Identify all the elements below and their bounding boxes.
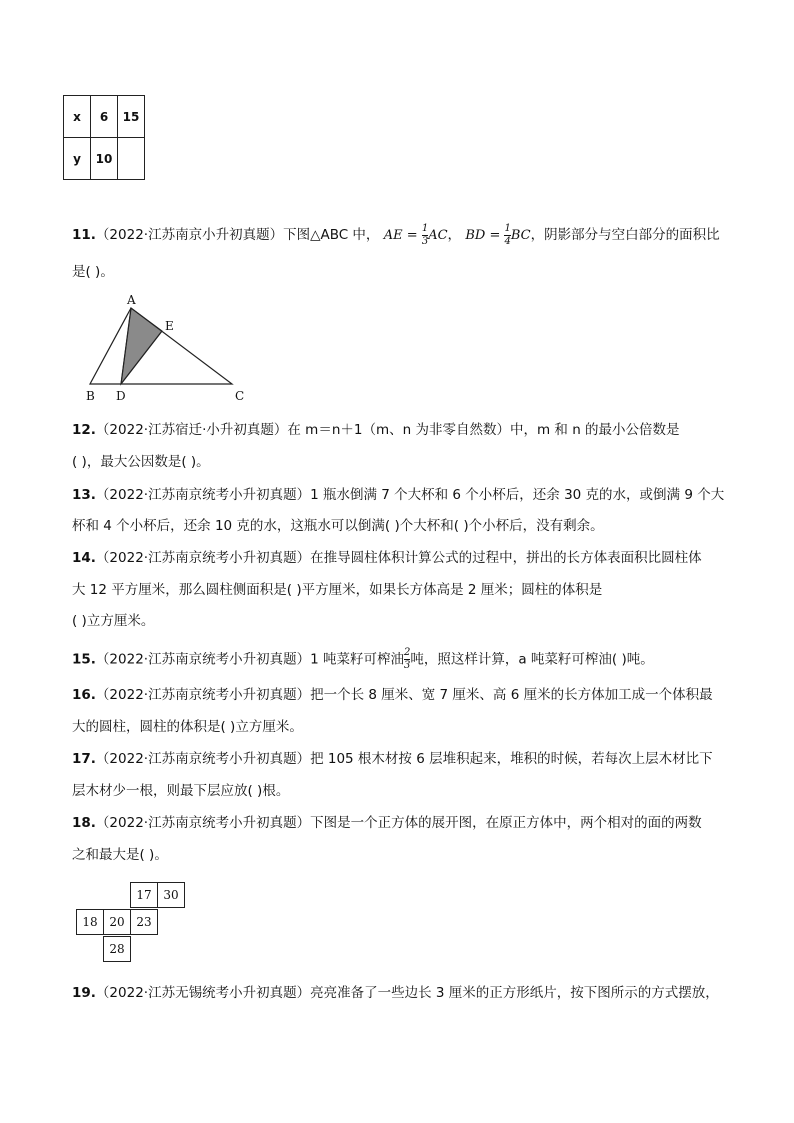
table-cell: 6 [91,96,118,138]
question-number: 12. [72,422,96,438]
question-source: （2022·江苏无锡统考小升初真题） [95,985,311,1001]
vertex-label-c: C [235,389,245,403]
triangle-abc [90,308,232,384]
eq-sign: = [406,228,418,243]
net-cell: 23 [130,909,158,935]
q15-text-b: 吨，照这样计算，a 吨菜籽可榨油( )吨。 [410,651,654,668]
math-ae [383,223,448,247]
frac-num: 1 [421,223,429,234]
question-number: 16. [72,687,96,703]
table-cell [118,138,145,180]
q16-text: 把一个长 8 厘米、宽 7 厘米、高 6 厘米的长方体加工成一个体积最 [310,687,713,703]
question-source: （2022·江苏南京小升初真题） [95,227,284,243]
frac-num: 2 [403,647,411,658]
question-number: 18. [72,815,96,831]
ae-rhs: AC [428,228,448,243]
q13-line2: 杯和 4 个小杯后，还余 10 克的水，这瓶水可以倒满( )个大杯和( )个小杯后，没有剩余。 [72,518,604,534]
table-cell: x [64,96,91,138]
q18-line1 [72,813,702,833]
question-source: （2022·江苏南京统考小升初真题） [95,815,311,831]
net-cell: 30 [157,882,185,908]
question-number: 19. [72,985,96,1001]
question-number: 15. [72,651,96,668]
triangle-figure [80,290,250,405]
q11-text-a: 下图△ABC 中， [283,227,380,243]
q14-line1 [72,548,702,568]
q19-line1 [72,983,719,1003]
shaded-region [121,308,162,384]
vertex-label-a: A [127,293,136,307]
question-number: 13. [72,487,96,503]
q19-text: 亮亮准备了一些边长 3 厘米的正方形纸片，按下图所示的方式摆放， [310,985,719,1001]
table-cell: y [64,138,91,180]
question-source: （2022·江苏南京统考小升初真题） [95,550,311,566]
net-cell: 18 [76,909,104,935]
question-source: （2022·江苏南京统考小升初真题） [95,487,311,503]
frac-den: 3 [403,660,411,671]
frac-num: 1 [504,223,511,234]
net-cell: 28 [103,936,131,962]
xy-table [63,95,145,180]
q12-line1 [72,420,680,440]
table-cell: 15 [118,96,145,138]
q13-line1 [72,485,724,505]
q17-line1 [72,749,713,769]
vertex-label-e: E [165,319,174,333]
bd-rhs: BC [510,228,531,243]
net-cell: 20 [103,909,131,935]
net-cell: 17 [130,882,158,908]
q14-line2: 大 12 平方厘米，那么圆柱侧面积是( )平方厘米，如果长方体高是 2 厘米；圆柱的体积是 [72,582,603,598]
q18-text: 下图是一个正方体的展开图，在原正方体中，两个相对的面的两数 [310,815,702,831]
table-row [64,138,145,180]
q16-line2: 大的圆柱，圆柱的体积是( )立方厘米。 [72,719,303,735]
comma: ， [447,227,462,243]
q13-text: 1 瓶水倒满 7 个大杯和 6 个小杯后，还余 30 克的水，或倒满 9 个大 [310,487,725,503]
q18-line2: 之和最大是( )。 [72,847,168,863]
vertex-label-b: B [86,389,95,403]
table-cell: 10 [91,138,118,180]
q11-line1 [72,224,720,247]
q16-line1 [72,685,713,705]
question-source: （2022·江苏宿迁·小升初真题） [95,422,288,438]
ae-lhs: AE [383,228,403,243]
q12-text: 在 m＝n＋1（m、n 为非零自然数）中，m 和 n 的最小公倍数是 [287,422,680,438]
question-source: （2022·江苏南京统考小升初真题） [95,687,311,703]
question-source: （2022·江苏南京统考小升初真题） [95,651,311,668]
frac-den: 4 [504,236,511,247]
q15-text-a: 1 吨菜籽可榨油 [310,651,404,668]
question-number: 17. [72,751,96,767]
q17-text: 把 105 根木材按 6 层堆积起来，堆积的时候，若每次上层木材比下 [310,751,713,767]
q14-line3: ( )立方厘米。 [72,613,155,629]
frac-den: 3 [421,236,429,247]
q11-line2: 是( )。 [72,264,114,280]
bd-lhs: BD [465,228,486,243]
q14-text: 在推导圆柱体积计算公式的过程中，拼出的长方体表面积比圆柱体 [310,550,702,566]
q15-line1 [72,648,654,671]
vertex-label-d: D [116,389,126,403]
question-number: 14. [72,550,96,566]
q12-line2: ( )，最大公因数是( )。 [72,454,210,470]
table-row [64,96,145,138]
question-source: （2022·江苏南京统考小升初真题） [95,751,311,767]
question-number: 11. [72,227,96,243]
q17-line2: 层木材少一根，则最下层应放( )根。 [72,783,290,799]
math-bd: BD = $\frac{1}{4}$ BC [465,223,531,247]
q11-text-b: ，阴影部分与空白部分的面积比 [530,227,720,243]
